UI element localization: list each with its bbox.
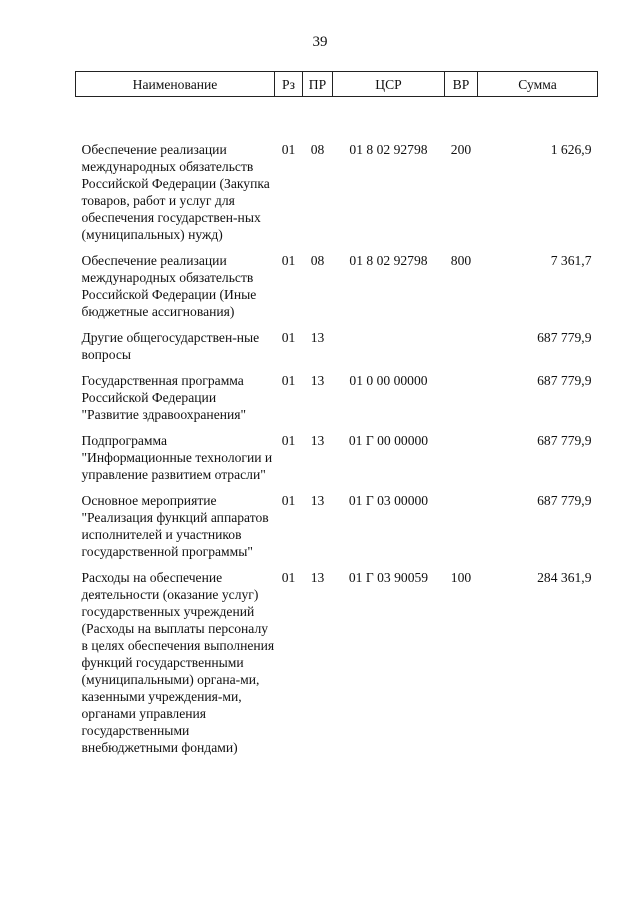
row-rz: 01 (281, 373, 296, 388)
row-vr (445, 329, 478, 372)
row-sum: 687 779,9 (537, 373, 592, 388)
header-name: Наименование (76, 72, 275, 97)
row-vr (445, 432, 478, 492)
row-pr: 08 (310, 253, 325, 268)
row-pr: 08 (310, 142, 325, 157)
row-csr: 01 Г 03 90059 (348, 570, 429, 585)
table-row (76, 329, 598, 372)
row-vr: 800 (450, 253, 472, 268)
table-row (76, 372, 598, 432)
table-row (76, 492, 598, 569)
table-row (76, 97, 598, 253)
row-sum: 284 361,9 (537, 570, 592, 585)
row-pr: 13 (310, 433, 325, 448)
row-csr: 01 Г 03 00000 (348, 493, 429, 508)
table-row (76, 252, 598, 329)
row-csr: 01 0 00 00000 (349, 373, 428, 388)
row-pr: 13 (310, 330, 325, 345)
row-pr: 13 (310, 373, 325, 388)
row-rz: 01 (281, 253, 296, 268)
row-rz: 01 (281, 493, 296, 508)
header-vr: ВР (445, 72, 478, 97)
row-pr: 13 (310, 570, 325, 585)
row-name: Обеспечение реализации международных обязательств Российской Федерации (Закупка товаров, работ и услуг для обеспечения государствен-ных (муниципальных) нужд) (81, 142, 270, 242)
row-csr: 01 Г 00 00000 (348, 433, 429, 448)
row-sum: 687 779,9 (537, 493, 592, 508)
row-name: Другие общегосударствен-ные вопросы (81, 330, 260, 362)
row-vr: 200 (450, 142, 472, 157)
header-rz: Рз (275, 72, 303, 97)
page-number: 39 (312, 34, 328, 50)
row-name: Обеспечение реализации международных обязательств Российской Федерации (Иные бюджетные ассигнования) (81, 253, 257, 319)
table-header (76, 72, 598, 97)
row-rz: 01 (281, 570, 296, 585)
row-vr: 100 (450, 570, 472, 585)
row-sum: 687 779,9 (537, 433, 592, 448)
row-csr: 01 8 02 92798 (349, 142, 428, 157)
row-sum: 687 779,9 (537, 330, 592, 345)
row-name: Расходы на обеспечение деятельности (оказание услуг) государственных учреждений (Расходы на выплаты персоналу в целях обеспечения выполнения функций государственными (муниципальными) органа-ми, казенными учреждения-ми, органами управления государственными внебюджетными фондами) (81, 570, 275, 755)
header-sum: Сумма (478, 72, 598, 97)
budget-table (75, 71, 598, 765)
header-csr: ЦСР (333, 72, 445, 97)
row-sum: 7 361,7 (550, 253, 592, 268)
table-row (76, 569, 598, 765)
header-pr: ПР (303, 72, 333, 97)
row-csr: 01 8 02 92798 (349, 253, 428, 268)
row-pr: 13 (310, 493, 325, 508)
row-name: Государственная программа Российской Федерации "Развитие здравоохранения" (81, 373, 247, 422)
row-rz: 01 (281, 433, 296, 448)
row-vr (445, 372, 478, 432)
table-body (76, 97, 598, 766)
row-name: Основное мероприятие "Реализация функций аппаратов исполнителей и участников государственной программы" (81, 493, 269, 559)
row-name: Подпрограмма "Информационные технологии и управление развитием отрасли" (81, 433, 273, 482)
row-csr (333, 329, 445, 372)
row-rz: 01 (281, 142, 296, 157)
table-row (76, 432, 598, 492)
row-vr (445, 492, 478, 569)
row-rz: 01 (281, 330, 296, 345)
row-sum: 1 626,9 (550, 142, 592, 157)
